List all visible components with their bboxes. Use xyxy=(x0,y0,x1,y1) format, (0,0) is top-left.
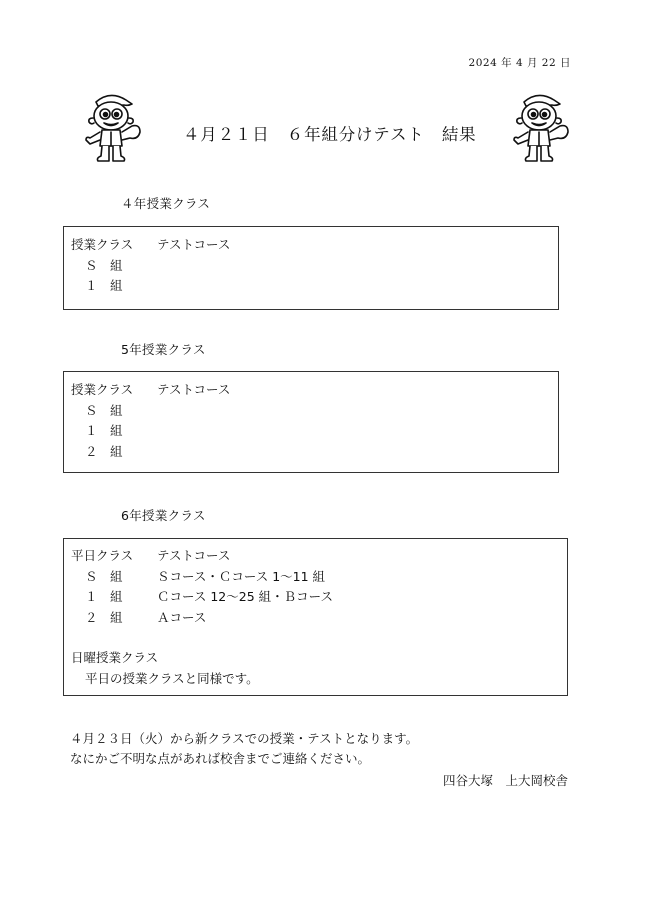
col-header-class: 平日クラス xyxy=(71,548,134,563)
class-name: １ 組 xyxy=(85,589,123,604)
sunday-class-heading: 日曜授業クラス xyxy=(71,650,159,665)
page-title: ４月２１日 ６年組分けテスト 結果 xyxy=(183,125,477,144)
class-name: １ 組 xyxy=(85,423,123,438)
section-title-grade6: 6年授業クラス xyxy=(121,508,206,523)
section-title-grade5: 5年授業クラス xyxy=(121,342,206,357)
notice-line-1: ４月２３日（火）から新クラスでの授業・テストとなります。 xyxy=(70,731,419,746)
class-box-grade6 xyxy=(63,538,568,696)
class-name: Ｓ 組 xyxy=(85,257,123,273)
table-row xyxy=(71,567,567,588)
col-header-class: 授業クラス xyxy=(71,382,134,397)
class-name: １ 組 xyxy=(85,278,123,293)
table-header xyxy=(71,235,558,256)
class-box-grade4 xyxy=(63,226,559,310)
sunday-class-text: 平日の授業クラスと同様です。 xyxy=(85,670,259,686)
col-header-class: 授業クラス xyxy=(71,237,134,252)
col-header-course: テストコース xyxy=(157,382,231,397)
table-row xyxy=(71,421,558,442)
table-row xyxy=(71,256,558,277)
class-name: Ｓ 組 xyxy=(85,568,123,584)
class-box-grade5 xyxy=(63,371,559,473)
notice-line-2: なにかご不明な点があれば校舎までご連絡ください。 xyxy=(70,751,371,766)
class-name: ２ 組 xyxy=(85,443,123,459)
table-row xyxy=(71,276,558,297)
table-row xyxy=(71,608,567,629)
col-header-course: テストコース xyxy=(157,548,231,563)
course-name: Ｃコース 12～25 組・Ｂコース xyxy=(157,589,334,604)
table-row xyxy=(71,587,567,608)
course-name: Ｓコース・Ｃコース 1～11 組 xyxy=(157,568,326,584)
school-signature: 四谷大塚 上大岡校舎 xyxy=(442,773,568,788)
course-name: Ａコース xyxy=(157,609,207,625)
table-row xyxy=(71,401,558,422)
table-header xyxy=(71,546,567,567)
mascot-illustration-right xyxy=(508,88,570,164)
document-date: 2024 年 4 月 22 日 xyxy=(468,57,571,69)
table-header xyxy=(71,380,558,401)
class-name: Ｓ 組 xyxy=(85,402,123,418)
section-title-grade4: ４年授業クラス xyxy=(121,196,211,211)
col-header-course: テストコース xyxy=(157,237,231,252)
class-name: ２ 組 xyxy=(85,609,123,625)
mascot-illustration-left xyxy=(80,88,142,164)
table-row xyxy=(71,442,558,463)
